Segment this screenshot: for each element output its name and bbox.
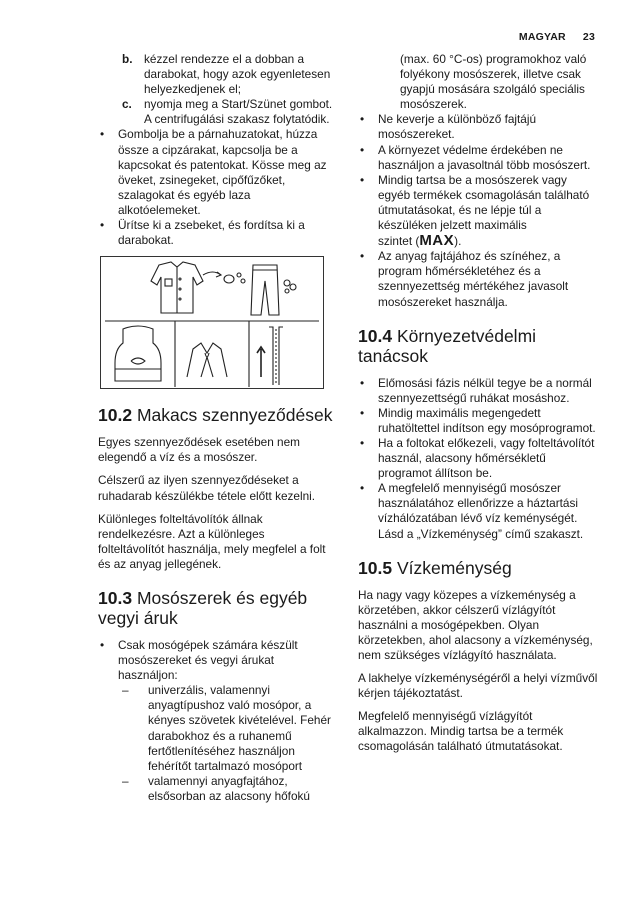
bullet-item: • Mindig maximális megengedett ruhatöltettel indítson egy mosóprogramot. [358, 406, 598, 436]
detergent-dash-list [118, 683, 334, 804]
paragraph: Megfelelő mennyiségű vízlágyítót alkalmazzon. Mindig tartsa be a termék csomagolásán található útmutatásokat. [358, 709, 564, 754]
detergent-rules-list [358, 112, 598, 309]
prep-bullet-list [98, 127, 334, 248]
section-heading: 10.3 Mosószerek és egyéb vegyi áruk [98, 587, 308, 628]
coins-icon [284, 280, 296, 293]
dash-item: – valamennyi anyagfajtához, elsősorban az alacsony hőfokú [118, 774, 334, 804]
laundry-prep-illustration [100, 256, 324, 389]
trousers-icon [251, 265, 279, 315]
paragraph: Egyes szennyeződések esetében nem elegendő a víz és a mosószer. [98, 435, 300, 465]
bullet-item: • Ne keverje a különböző fajtájú mosószereket. [358, 112, 598, 142]
bullet-item: • A környezet védelme érdekében ne használjon a javasoltnál több mosószert. [358, 143, 598, 173]
section-heading: 10.2 Makacs szennyeződések [98, 405, 333, 426]
left-column [98, 52, 334, 804]
apron-icon [115, 326, 161, 381]
detergent-bullet-list [98, 638, 334, 804]
bullet-item: • Előmosási fázis nélkül tegye be a normál szennyezettségű ruhákat mosáshoz. [358, 376, 598, 406]
tie-laces-icon [187, 343, 227, 377]
paragraph: Ha nagy vagy közepes a vízkeménység a körzetében, akkor célszerű vízlágyítót használni a mosógépekben. Olyan körzetekben, ahol alacsony a vízkeménység, nem szükséges vízlágyító használata. [358, 587, 593, 662]
bullet-item: • A megfelelő mennyiségű mosószer használatához ellenőrizze a háztartási vízhálózatában lévő víz keménységét. Lásd a „Vízkeménység” című szakaszt. [358, 481, 598, 541]
paragraph: Célszerű az ilyen szennyeződéseket a ruhadarab készülékbe tétele előtt kezelni. [98, 473, 316, 503]
section-heading: 10.4 Környezetvédelmi tanácsok [358, 325, 537, 366]
page-header [505, 31, 595, 43]
pocket-empty-icon [203, 272, 245, 283]
sub-step [98, 52, 334, 97]
bullet-item: • Ha a foltokat előkezeli, vagy folteltávolítót használ, alacsony hőmérsékletű programot állítson be. [358, 436, 598, 481]
environment-tips-list [358, 376, 598, 542]
zipper-icon [257, 327, 283, 385]
sub-step-letter: c. [122, 97, 132, 112]
continued-text: (max. 60 °C-os) programokhoz való folyékony mosószerek, illetve csak gyapjú mosására szolgáló speciális mosószerek. [400, 52, 587, 112]
sub-step-list [98, 52, 334, 127]
right-column [358, 52, 598, 755]
bullet-item: • Gombolja be a párnahuzatokat, húzza össze a cipzárakat, kapcsolja be a kapcsokat és patentokat. Kösse meg az öveket, zsinegeket, cipőfűzőket, szalagokat és egyéb laza alkotóelemeket. [98, 127, 334, 218]
sub-step-text: nyomja meg a Start/Szünet gombot. A centrifugálási szakasz folytatódik. [144, 97, 333, 127]
paragraph: A lakhelye vízkeménységéről a helyi vízművől kérjen tájékoztatást. [358, 671, 598, 701]
section-heading: 10.5 Vízkeménység [358, 557, 512, 578]
bullet-item: • Az anyag fajtájához és színéhez, a program hőmérsékletéhez és a szennyezettség mértékéhez javasolt mosószereket használja. [358, 249, 598, 309]
illustration-svg [101, 257, 323, 388]
bullet-item: • Ürítse ki a zsebeket, és fordítsa ki a darabokat. [98, 218, 334, 248]
paragraph: Különleges folteltávolítók állnak rendelkezésre. Azt a különleges folteltávolítót használja, mely megfelel a folt és az anyag jellegének. [98, 511, 326, 571]
max-symbol-icon: MAX [419, 232, 455, 250]
page-number: 23 [582, 31, 595, 43]
shirt-icon [151, 262, 203, 313]
sub-step-text: kézzel rendezze el a dobban a darabokat, hogy azok egyenletesen helyezkedjenek el; [144, 52, 331, 97]
bullet-item: • Mindig tartsa be a mosószerek vagy egyéb termékek csomagolásán található útmutatásokat, és ne lépje túl a készüléken jelzett maximális szintet (MAX). [358, 173, 598, 249]
sub-step [98, 97, 334, 127]
dash-item: – univerzális, valamennyi anyagtípushoz való mosópor, a kényes szövetek kivételével. Fehér darabokhoz és a ruhanemű fertőtlenítéséhez használjon fehérítőt tartalmazó mosóport [118, 683, 334, 774]
sub-step-letter: b. [122, 52, 133, 66]
bullet-item: • Csak mosógépek számára készült mosószereket és vegyi árukat használjon: – univerzális, valamennyi anyagtípushoz való mosópor, a kényes szövetek kivételével. Fehér darabokhoz és a ruhanemű fertőtlenítéséhez használjon fehérítőt tartalmazó mosóport – valamennyi anyagfajtához, elsősorban az alacsony hőfokú [98, 638, 334, 804]
header-language: MAGYAR [518, 31, 566, 43]
